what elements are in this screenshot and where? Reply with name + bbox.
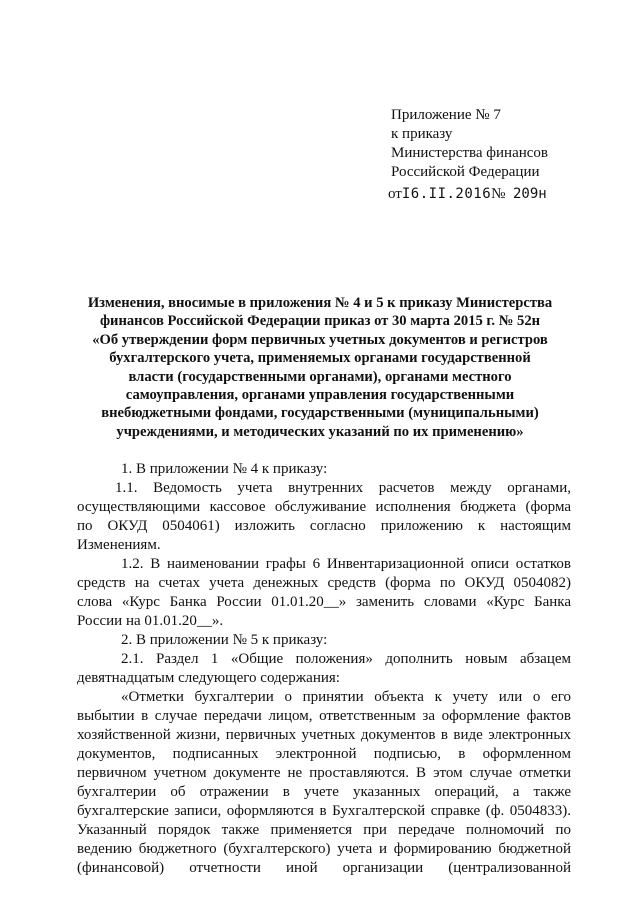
quote-line: бухгалтерские записи, оформляются в Бухгалтерской справке (ф. 0504833). [77, 803, 571, 819]
item-1-2-line: средств на счетах учета денежных средств (форма по ОКУД 0504082) [77, 575, 571, 591]
heading-line: Изменения, вносимые в приложения № 4 и 5 к приказу Министерства [87, 295, 553, 311]
item-1-2-line: России на 01.01.20__». [77, 613, 224, 629]
quote-line: первичном учетном документе не проставляются. В этом случае отметки [77, 765, 571, 781]
appendix-ministry: Министерства финансов [391, 145, 548, 161]
quote-line: документов, подписанных электронной подписью, в оформленном [77, 746, 571, 762]
heading-line: бухгалтерского учета, применяемых органами государственной [109, 350, 531, 367]
item-1-1-line: осуществляющими кассовое обслуживание исполнения бюджета (форма [77, 499, 571, 515]
heading-line: внебюджетными фондами, государственными (муниципальными) [101, 405, 539, 422]
document-heading [70, 294, 570, 441]
quote-line: ведению бюджетного (бухгалтерского) учета и формированию бюджетной [77, 841, 571, 857]
quote-line: выбытии в случае передачи лицом, ответственным за оформление фактов [77, 708, 571, 724]
heading-line: «Об утверждении форм первичных учетных документов и регистров [92, 331, 548, 348]
item-1-1-line: 1.1. Ведомость учета внутренних расчетов между органами, [115, 480, 571, 496]
document-body [77, 460, 571, 878]
section-2-title: 2. В приложении № 5 к приказу: [121, 632, 328, 648]
appendix-title: Приложение № 7 [391, 107, 501, 123]
item-1-2-line: слова «Курс Банка России 01.01.20__» заменить словами «Курс Банка [77, 594, 571, 610]
item-1-2-line: 1.2. В наименовании графы 6 Инвентаризационной описи остатков [121, 556, 571, 572]
heading-line: самоуправления, органами управления государственными [125, 387, 515, 404]
heading-line: власти (государственными органами), органами местного [128, 368, 512, 385]
order-date-number [388, 186, 547, 203]
item-2-1-line: девятнадцатым следующего содержания: [77, 670, 340, 686]
heading-line: учреждениями, и методических указаний по их применению» [116, 423, 524, 440]
item-1-1-line: по ОКУД 0504061) изложить согласно приложению к настоящим [77, 518, 571, 534]
item-2-1-line: 2.1. Раздел 1 «Общие положения» дополнить новым абзацем [121, 651, 571, 667]
order-number-sign: № [491, 186, 506, 202]
item-1-1-line: Изменениям. [77, 537, 161, 553]
order-prefix: от [388, 186, 402, 202]
appendix-to-order: к приказу [391, 126, 453, 142]
heading-line: финансов Российской Федерации приказ от 30 марта 2015 г. № 52н [99, 313, 541, 330]
quote-line: «Отметки бухгалтерии о принятии объекта к учету или о его [121, 689, 571, 705]
quote-line: (финансовой) отчетности иной организации (централизованной [77, 860, 571, 876]
quote-line: хозяйственной жизни, первичных учетных документов в виде электронных [77, 727, 571, 743]
appendix-country: Российской Федерации [391, 164, 540, 180]
section-1-title: 1. В приложении № 4 к приказу: [121, 461, 328, 477]
appendix-block [391, 106, 621, 182]
order-date: I6.II.2016 [401, 186, 492, 202]
quote-line: Указанный порядок также применяется при передаче полномочий по [77, 822, 571, 838]
quote-line: бухгалтерии об отражении в учете указанных операций, а также [77, 784, 571, 800]
order-number: 209н [512, 186, 547, 202]
